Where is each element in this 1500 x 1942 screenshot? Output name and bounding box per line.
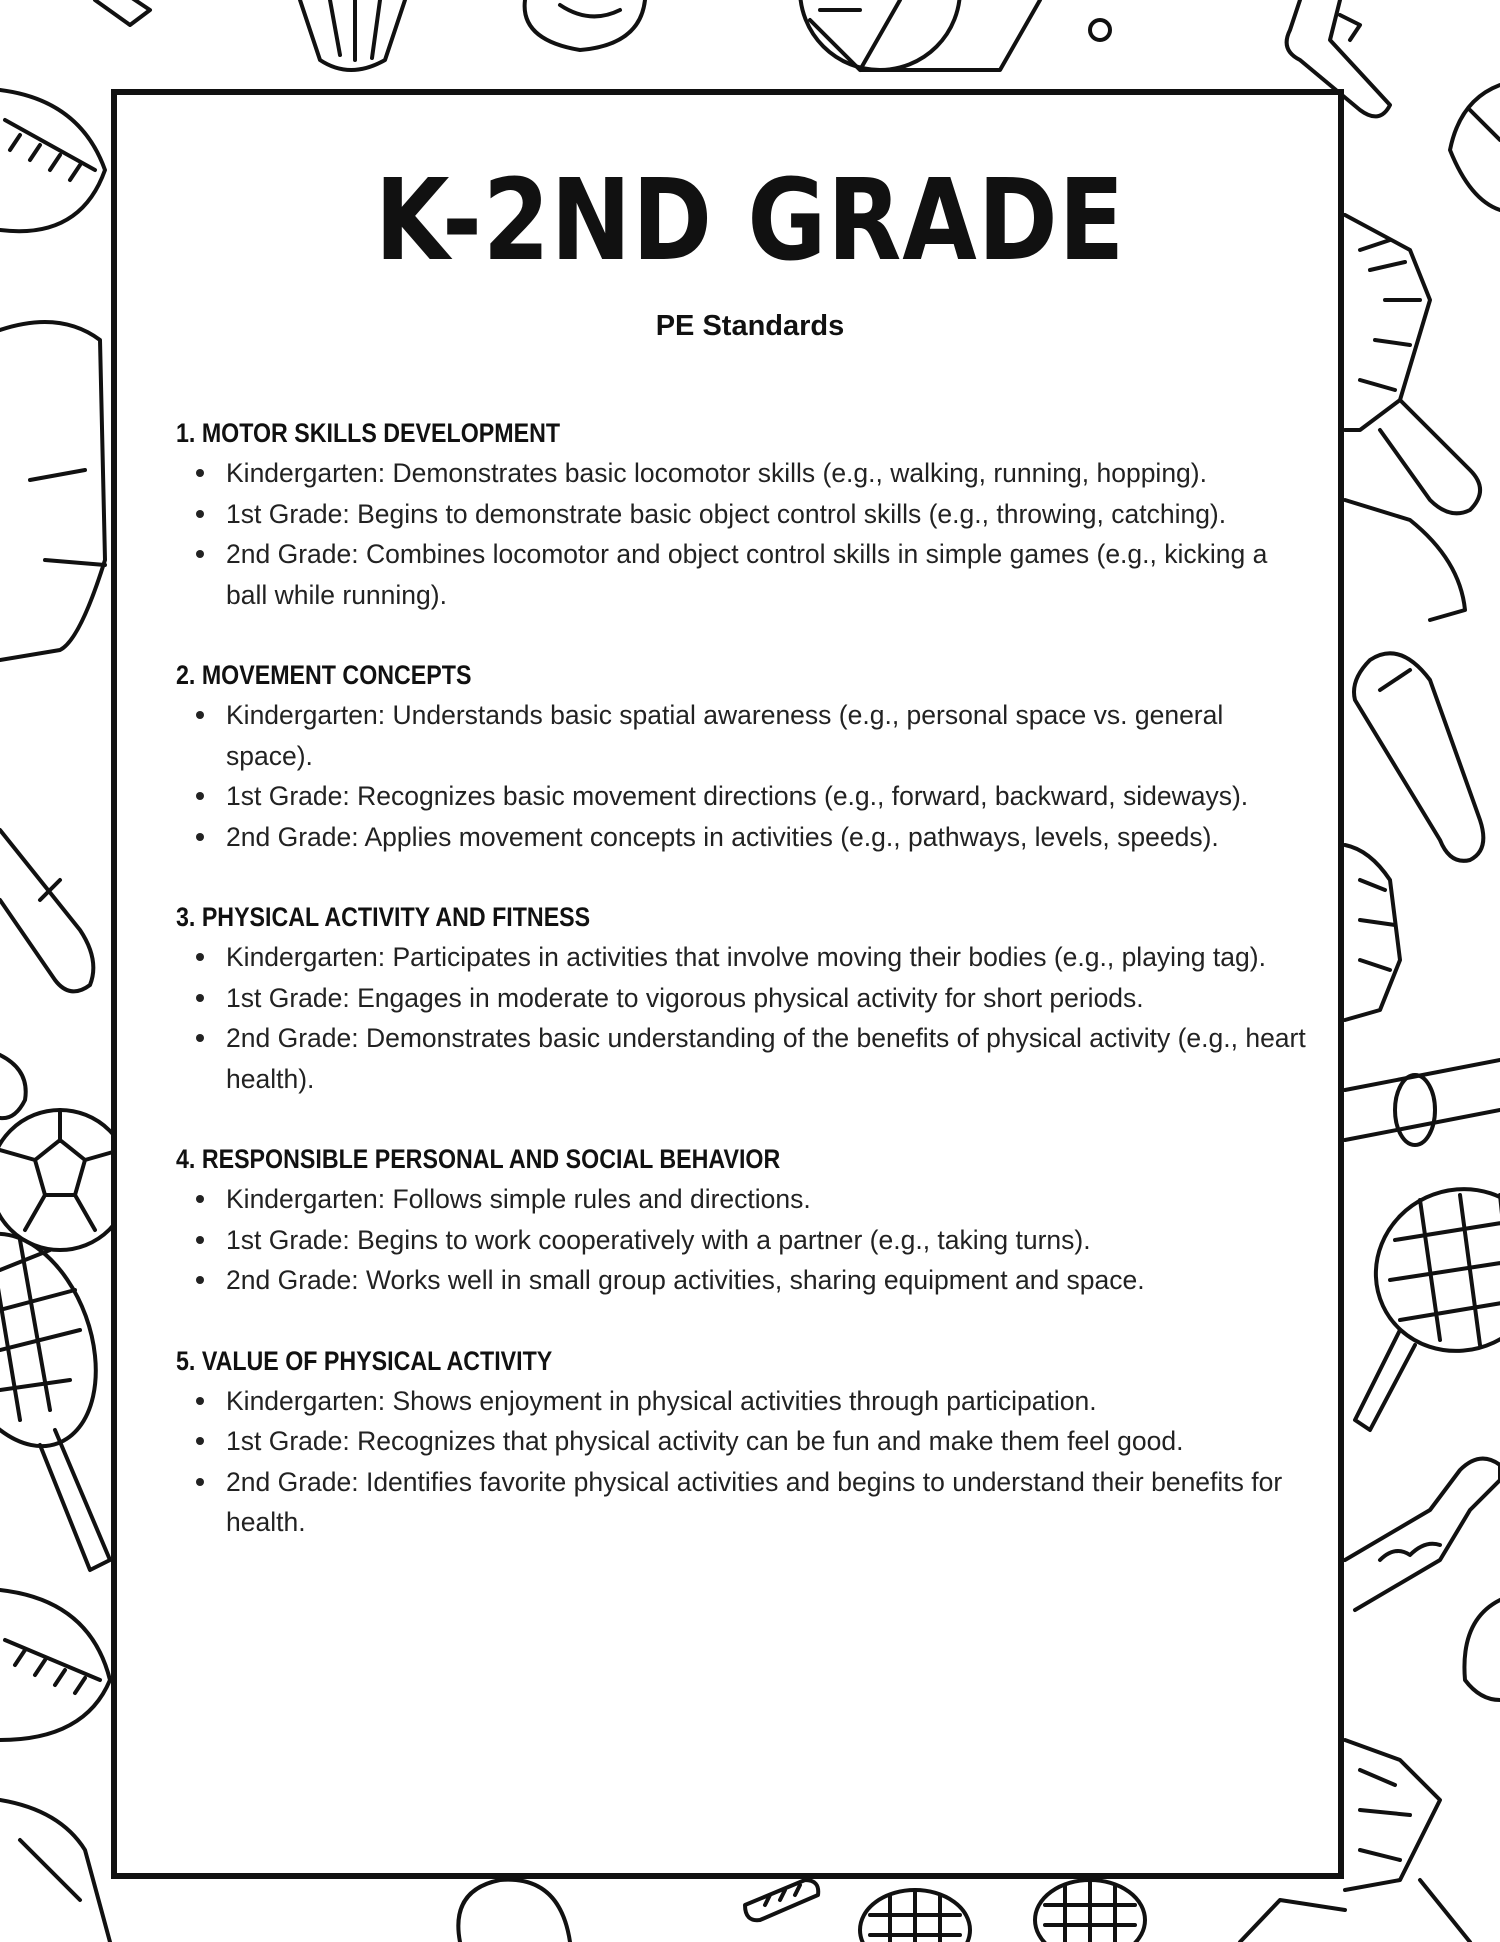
- tennis-ball-icon: [525, 0, 645, 50]
- list-item: Kindergarten: Participates in activities that involve moving their bodies (e.g., playing tag).: [226, 937, 1306, 978]
- football-icon: [1464, 1600, 1500, 1700]
- list-item: 1st Grade: Engages in moderate to vigorous physical activity for short periods.: [226, 978, 1306, 1019]
- list-item: 1st Grade: Recognizes basic movement directions (e.g., forward, backward, sideways).: [226, 776, 1306, 817]
- football-icon: [0, 1590, 110, 1740]
- grade-list: [176, 695, 1306, 857]
- list-item: 2nd Grade: Works well in small group activities, sharing equipment and space.: [226, 1260, 1306, 1301]
- list-item: 2nd Grade: Applies movement concepts in activities (e.g., pathways, levels, speeds).: [226, 817, 1306, 858]
- shuttlecock-icon: [1240, 1900, 1345, 1942]
- standard-section-behavior: [176, 1141, 1306, 1301]
- grade-list: [176, 937, 1306, 1099]
- shuttlecock-icon: [300, 0, 405, 70]
- standard-section-motor-skills: [176, 415, 1306, 615]
- list-item: 1st Grade: Recognizes that physical activity can be fun and make them feel good.: [226, 1421, 1306, 1462]
- racket-icon: [0, 1213, 123, 1570]
- racket-icon: [860, 1890, 970, 1942]
- grade-list: [176, 1381, 1306, 1543]
- section-heading: 4. RESPONSIBLE PERSONAL AND SOCIAL BEHAVIOR: [176, 1144, 781, 1174]
- racket-icon: [1035, 1880, 1145, 1942]
- list-item: Kindergarten: Shows enjoyment in physical activities through participation.: [226, 1381, 1306, 1422]
- racket-icon: [1349, 1162, 1500, 1430]
- football-icon: [0, 90, 105, 231]
- standard-section-movement-concepts: [176, 657, 1306, 857]
- paddle-icon: [745, 1880, 818, 1920]
- baseball-bat-icon: [0, 830, 93, 991]
- racket-icon: [0, 1800, 110, 1942]
- list-item: Kindergarten: Demonstrates basic locomotor skills (e.g., walking, running, hopping).: [226, 453, 1306, 494]
- grade-list: [176, 1179, 1306, 1301]
- grade-list: [176, 453, 1306, 615]
- baseball-bat-icon: [1354, 653, 1483, 861]
- tennis-ball-icon: [458, 1880, 570, 1942]
- t-shirt-icon: [1345, 500, 1465, 620]
- shuttlecock-icon: [1345, 845, 1400, 1020]
- page-title: K-2ND GRADE: [374, 156, 1126, 286]
- list-item: 2nd Grade: Identifies favorite physical activities and begins to understand their benefits for health.: [226, 1462, 1306, 1543]
- paddle-icon: [1345, 1459, 1500, 1610]
- list-item: Kindergarten: Understands basic spatial awareness (e.g., personal space vs. general space).: [226, 695, 1306, 776]
- section-heading: 3. PHYSICAL ACTIVITY AND FITNESS: [176, 902, 591, 932]
- football-icon: [1450, 85, 1500, 210]
- list-item: 1st Grade: Begins to demonstrate basic object control skills (e.g., throwing, catching).: [226, 494, 1306, 535]
- bicycle-icon: [800, 0, 1110, 70]
- section-heading: 2. MOVEMENT CONCEPTS: [176, 660, 472, 690]
- section-heading: 5. VALUE OF PHYSICAL ACTIVITY: [176, 1345, 553, 1376]
- baseball-bat-icon: [1345, 1060, 1500, 1145]
- list-item: Kindergarten: Follows simple rules and directions.: [226, 1179, 1306, 1220]
- t-shirt-icon: [0, 322, 105, 660]
- standard-section-fitness: [176, 899, 1306, 1099]
- tennis-ball-icon: [0, 1055, 26, 1118]
- standard-section-value: [176, 1343, 1306, 1543]
- baseball-bat-icon: [95, 0, 150, 25]
- list-item: 1st Grade: Begins to work cooperatively with a partner (e.g., taking turns).: [226, 1220, 1306, 1261]
- list-item: 2nd Grade: Demonstrates basic understanding of the benefits of physical activity (e.g., heart health).: [226, 1018, 1306, 1099]
- page-subtitle: PE Standards: [655, 310, 845, 342]
- standards-content: [176, 415, 1306, 1585]
- list-item: 2nd Grade: Combines locomotor and object control skills in simple games (e.g., kicking a ball while running).: [226, 534, 1306, 615]
- shuttlecock-icon: [1345, 1740, 1470, 1942]
- section-heading: 1. MOTOR SKILLS DEVELOPMENT: [176, 418, 561, 448]
